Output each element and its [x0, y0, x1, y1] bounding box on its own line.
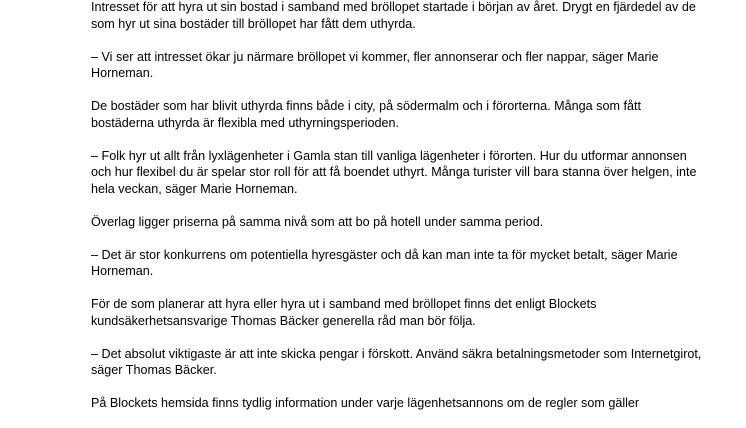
paragraph-blocket-website: På Blockets hemsida finns tydlig information under varje lägenhetsannons om de regler som gäller: [91, 396, 640, 410]
paragraph-quote-no-prepayment: – Det absolut viktigaste är att inte skicka pengar i förskott. Använd säkra betalningsmetoder som Internetgirot, säger Thomas Bäcker.: [91, 346, 702, 377]
paragraph-interest-start: Intresset för att hyra ut sin bostad i samband med bröllopet startade i början av året. Drygt en fjärdedel av de som hyr ut sina bostäder till bröllopet har fått dem uthyrda.: [91, 0, 696, 31]
document-body: [91, 0, 706, 428]
paragraph-quote-interest-grows: – Vi ser att intresset ökar ju närmare bröllopet vi kommer, fler annonserar och fler nappar, säger Marie Horneman.: [91, 49, 659, 80]
paragraph-general-advice: För de som planerar att hyra eller hyra ut i samband med bröllopet finns det enligt Blockets kundsäkerhetsansvarige Thomas Bäcker generella råd man bör följa.: [91, 297, 597, 328]
paragraph-price-level: Överlag ligger priserna på samma nivå som att bo på hotell under samma period.: [91, 214, 544, 229]
paragraph-rented-locations: De bostäder som har blivit uthyrda finns både i city, på södermalm och i förorterna. Många som fått bostäderna uthyrda är flexibla med uthyrningsperioden.: [91, 99, 641, 130]
paragraph-quote-rental-types: – Folk hyr ut allt från lyxlägenheter i Gamla stan till vanliga lägenheter i förorten. Hur du utformar annonsen och hur flexibel du är spelar stor roll för att få boendet uthyrt. Många turister vill bara stanna över helgen, inte hela veckan, säger Marie Horneman.: [91, 148, 697, 196]
paragraph-quote-competition: – Det är stor konkurrens om potentiella hyresgäster och då kan man inte ta för mycket betalt, säger Marie Horneman.: [91, 247, 678, 278]
